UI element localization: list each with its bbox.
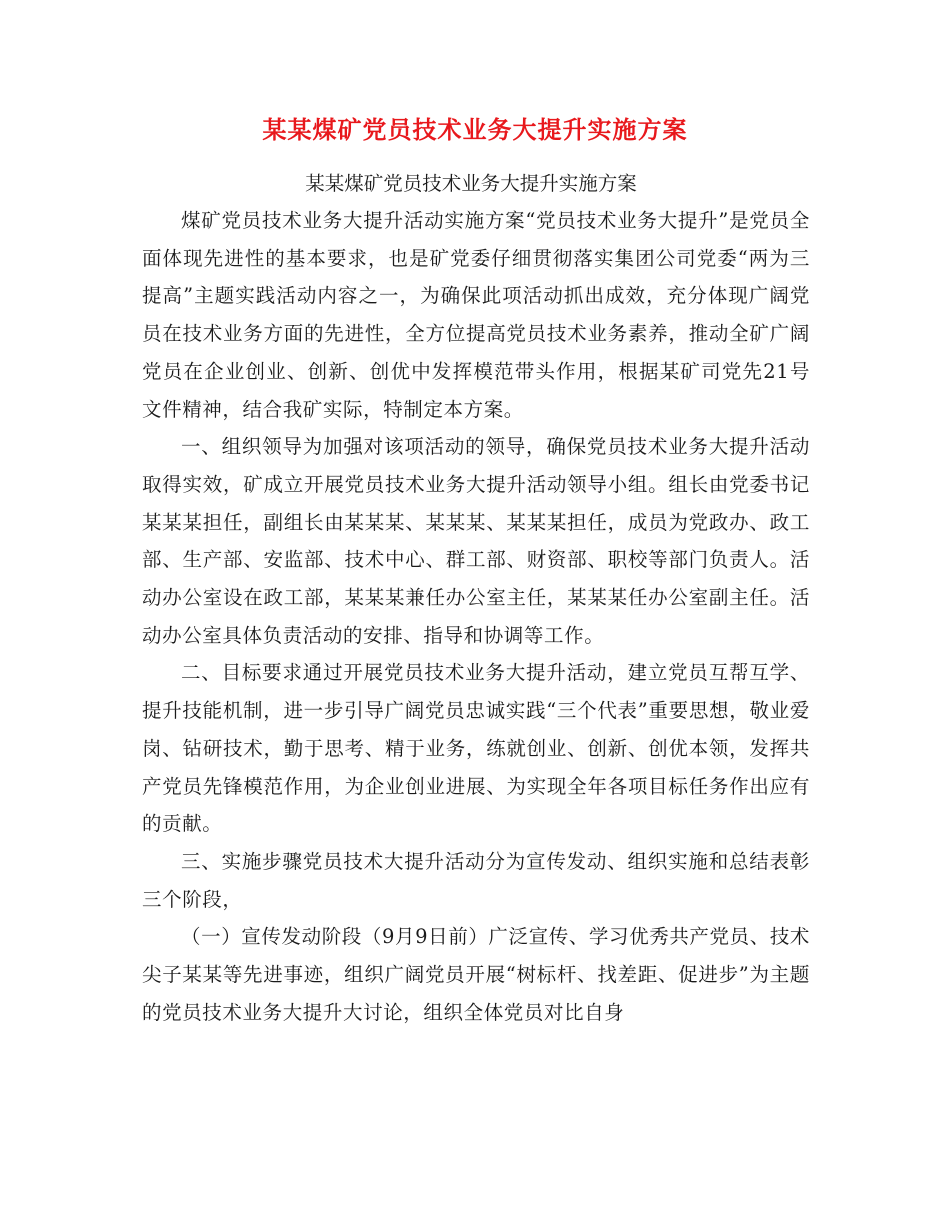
document-title: 某某煤矿党员技术业务大提升实施方案 (262, 115, 688, 144)
paragraph-intro: 煤矿党员技术业务大提升活动实施方案“党员技术业务大提升”是党员全面体现先进性的基本要求，也是矿党委仔细贯彻落实集团公司党委“两为三提高”主题实践活动内容之一，为确保此项活动抓出成效，充分体现广阔党员在技术业务方面的先进性，全方位提高党员技术业务素养，推动全矿广阔党员在企业创业、创新、创优中发挥模范带头作用，根据某矿司党先21号文件精神，结合我矿实际，特制定本方案。 (142, 209, 810, 421)
document-subtitle: 某某煤矿党员技术业务大提升实施方案 (305, 172, 637, 195)
paragraph-organization: 一、组织领导为加强对该项活动的领导，确保党员技术业务大提升活动取得实效，矿成立开展党员技术业务大提升活动领导小组。组长由党委书记某某某担任，副组长由某某某、某某某、某某某担任，成员为党政办、政工部、生产部、安监部、技术中心、群工部、财资部、职校等部门负责人。活动办公室设在政工部，某某某兼任办公室主任，某某某任办公室副主任。活动办公室具体负责活动的安排、指导和协调等工作。 (142, 435, 810, 647)
paragraph-step-one: （一）宣传发动阶段（9月9日前）广泛宣传、学习优秀共产党员、技术尖子某某等先进事迹，组织广阔党员开展“树标杆、找差距、促进步”为主题的党员技术业务大提升大讨论，组织全体党员对比自身 (142, 925, 811, 1024)
document-body (142, 166, 810, 1031)
paragraph-goals: 二、目标要求通过开展党员技术业务大提升活动，建立党员互帮互学、提升技能机制，进一步引导广阔党员忠诚实践“三个代表”重要思想，敬业爱岗、钻研技术，勤于思考、精于业务，练就创业、创新、创优本领，发挥共产党员先锋模范作用，为企业创业进展、为实现全年各项目标任务作出应有的贡献。 (142, 661, 810, 836)
paragraph-steps: 三、实施步骤党员技术大提升活动分为宣传发动、组织实施和总结表彰三个阶段， (142, 849, 810, 911)
